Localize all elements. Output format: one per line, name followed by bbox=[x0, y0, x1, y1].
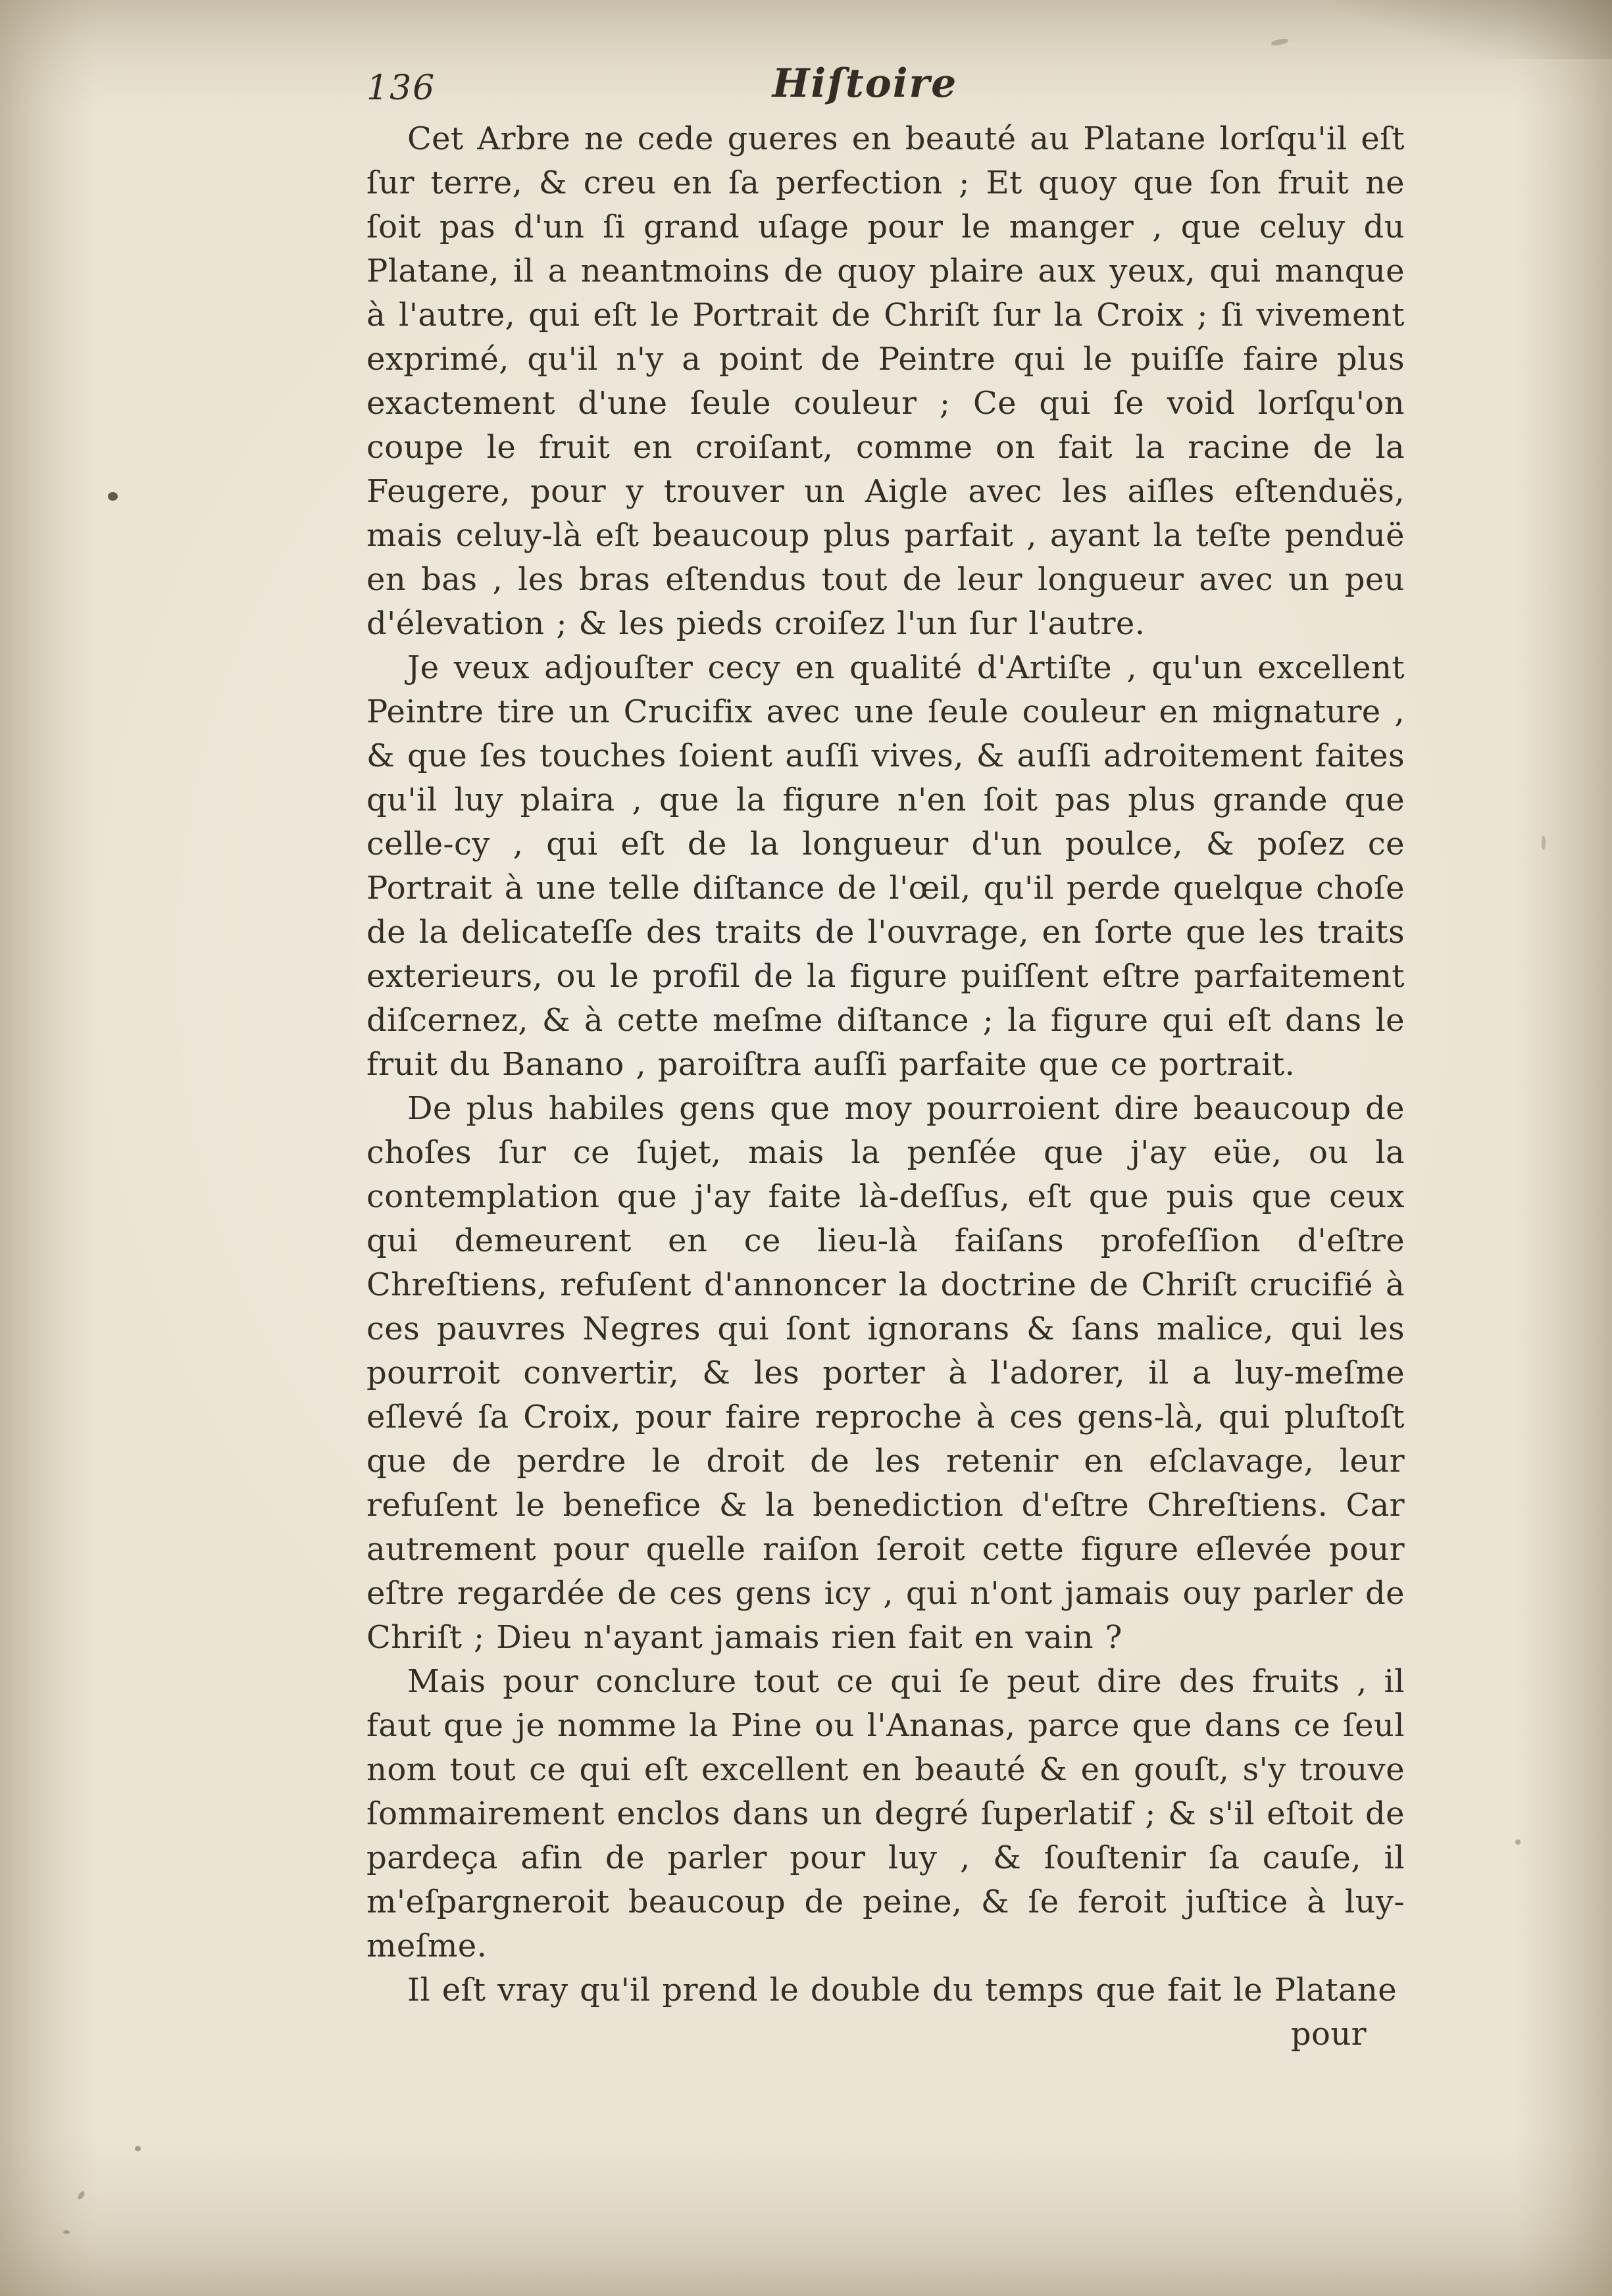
page-number: 136 bbox=[366, 68, 436, 108]
ink-spot bbox=[135, 2146, 141, 2151]
ink-spot bbox=[77, 2190, 86, 2200]
paper-smudge bbox=[1336, 0, 1612, 59]
paragraph-4: Mais pour conclure tout ce qui ſe peut dire des fruits , il faut que je nomme la Pine ou l'Ananas, parce que dans ce ſeul nom tout ce qui eſt excellent en beauté & en gouſt, s'y trouve ſommairement enclos dans un degré ſuperlatif ; & s'il eſtoit de pardeça afin de parler pour luy , & ſouſtenir ſa cauſe, il m'eſpargneroit beaucoup de peine, & ſe feroit juſtice à luy-meſme. bbox=[366, 1663, 1405, 1964]
paragraph-2: Je veux adjouſter cecy en qualité d'Artiſte , qu'un excellent Peintre tire un Crucifix avec une ſeule couleur en mignature , & que ſes touches ſoient auſſi vives, & auſſi adroitement faites qu'il luy plaira , que la figure n'en ſoit pas plus grande que celle-cy , qui eſt de la longueur d'un poulce, & poſez ce Portrait à une telle diſtance de l'œil, qu'il perde quelque choſe de la delicateſſe des traits de l'ouvrage, en ſorte que les traits exterieurs, ou le profil de la figure puiſſent eſtre parfaitement diſcernez, & à cette meſme diſtance ; la figure qui eſt dans le fruit du Banano , paroiſtra auſſi parfaite que ce portrait. bbox=[366, 649, 1405, 1083]
paragraph-3: De plus habiles gens que moy pourroient dire beaucoup de choſes ſur ce ſujet, mais la penſée que j'ay eüe, ou la contemplation que j'ay faite là-deſſus, eſt que puis que ceux qui demeurent en ce lieu-là faiſans profeſſion d'eſtre Chreſtiens, refuſent d'annoncer la doctrine de Chriſt crucifié à ces pauvres Negres qui ſont ignorans & ſans malice, qui les pourroit convertir, & les porter à l'adorer, il a luy-meſme eſlevé ſa Croix, pour faire reproche à ces gens-là, qui pluſtoſt que de perdre le droit de les retenir en eſclavage, leur refuſent le benefice & la benediction d'eſtre Chreſtiens. Car autrement pour quelle raiſon ſeroit cette figure eſlevée pour eſtre regardée de ces gens icy , qui n'ont jamais ouy parler de Chriſt ; Dieu n'ayant jamais rien fait en vain ? bbox=[366, 1090, 1405, 1656]
paragraph-5: Il eſt vray qu'il prend le double du temps que fait le Platane bbox=[407, 1972, 1398, 2009]
ink-spot bbox=[108, 492, 118, 501]
ink-spot bbox=[1542, 836, 1546, 850]
ink-spot bbox=[63, 2230, 70, 2234]
catchword: pour bbox=[1290, 2016, 1367, 2053]
paragraph-1: Cet Arbre ne cede gueres en beauté au Platane lorſqu'il eſt ſur terre, & creu en ſa perfection ; Et quoy que ſon fruit ne ſoit pas d'un ſi grand uſage pour le manger , que celuy du Platane, il a neantmoins de quoy plaire aux yeux, qui manque à l'autre, qui eſt le Portrait de Chriſt ſur la Croix ; ſi vivement exprimé, qu'il n'y a point de Peintre qui le puiſſe faire plus exactement d'une ſeule couleur ; Ce qui ſe void lorſqu'on coupe le fruit en croiſant, comme on fait la racine de la Feugere, pour y trouver un Aigle avec les aiſles eſtenduës, mais celuy-là eſt beaucoup plus parfait , ayant la teſte penduë en bas , les bras eſtendus tout de leur longueur avec un peu d'élevation ; & les pieds croiſez l'un ſur l'autre. bbox=[366, 120, 1405, 642]
text-block bbox=[366, 117, 1405, 2057]
page-header bbox=[366, 61, 1403, 113]
ink-spot bbox=[1515, 1839, 1521, 1845]
running-title: Hiſtoire bbox=[772, 61, 958, 107]
ink-spot bbox=[1271, 37, 1288, 46]
